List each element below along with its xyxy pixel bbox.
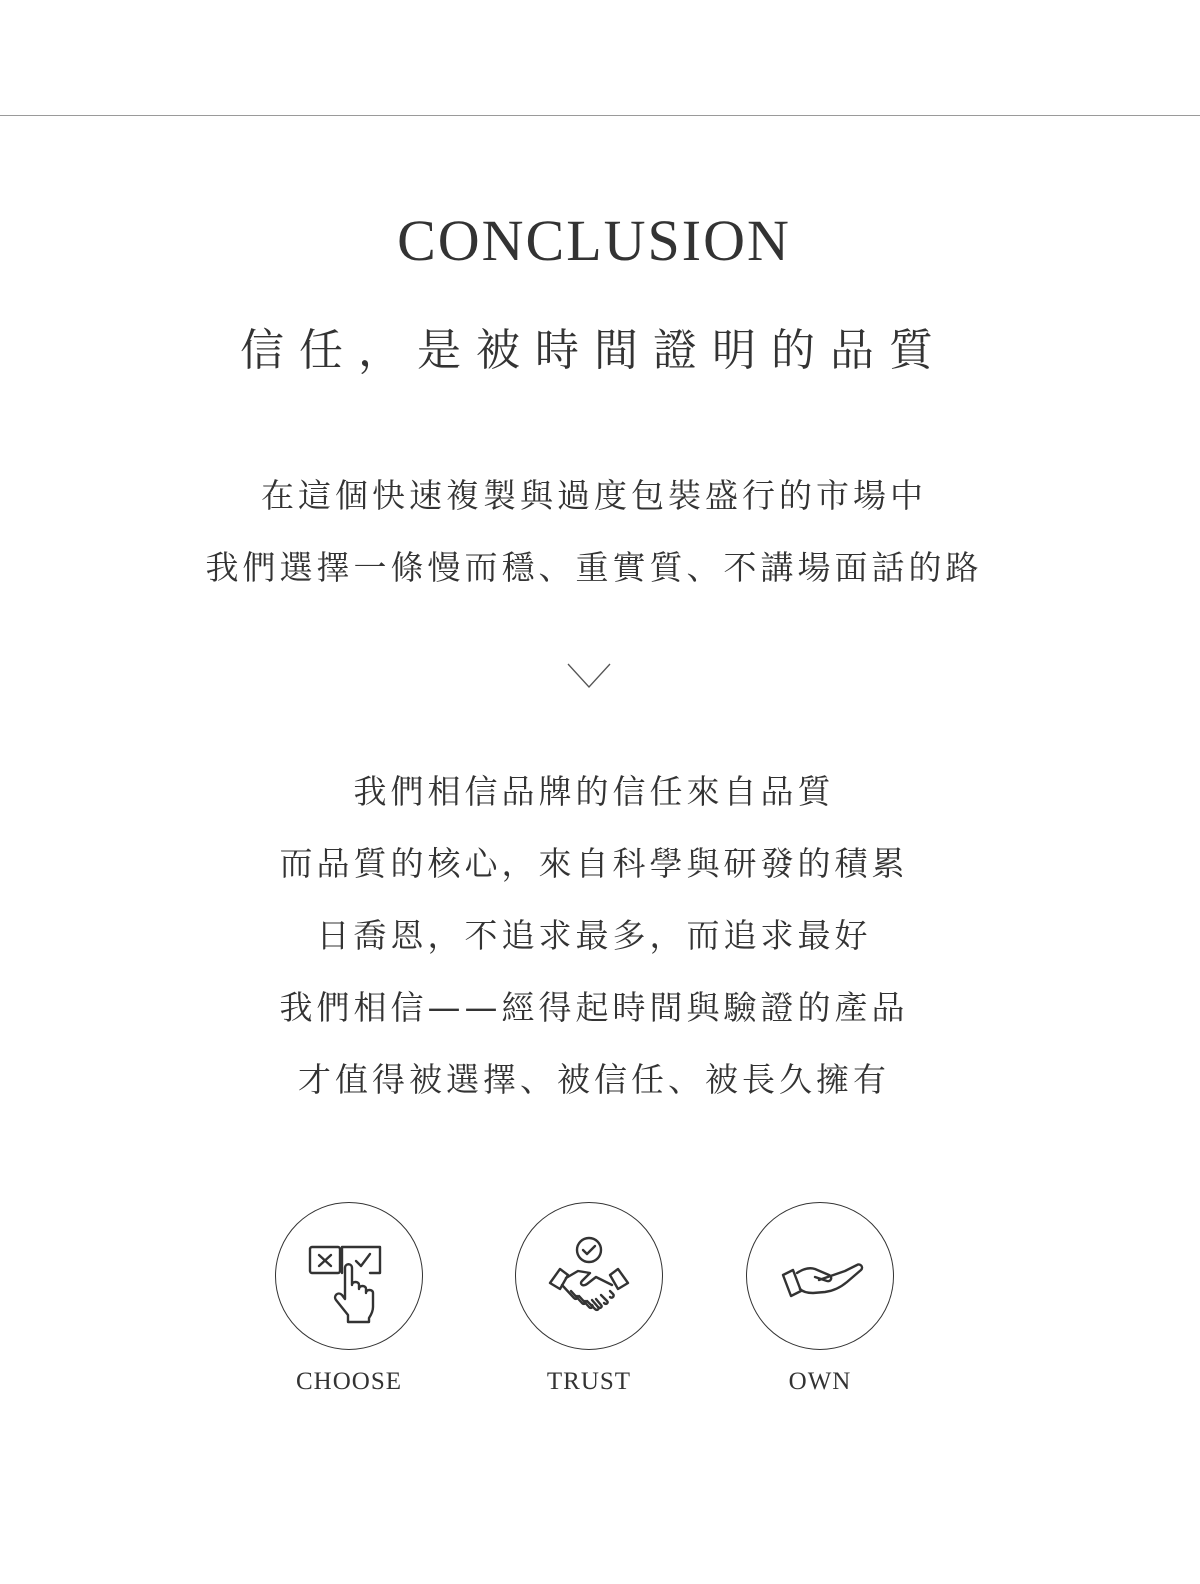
page-subtitle: 信任，是被時間證明的品質 (240, 325, 948, 376)
body-line: 我們相信品牌的信任來自品質 (353, 772, 835, 811)
intro-line: 在這個快速複製與過度包裝盛行的市場中 (261, 476, 927, 515)
body-line: 才值得被選擇、被信任、被長久擁有 (298, 1060, 890, 1099)
feature-label: CHOOSE (295, 1368, 402, 1395)
feature-label: TRUST (546, 1368, 632, 1395)
open-hand-icon (747, 1203, 893, 1349)
feature-label: OWN (788, 1368, 852, 1395)
body-paragraph (0, 766, 1188, 1126)
feature-circle (746, 1202, 894, 1350)
feature-choose (275, 1202, 423, 1395)
page-title: CONCLUSION (397, 208, 791, 273)
top-divider (0, 115, 1200, 116)
handshake-check-icon (516, 1203, 662, 1349)
hand-pointing-checkbox-icon (276, 1203, 422, 1349)
intro-paragraph (0, 470, 1188, 614)
feature-circle (275, 1202, 423, 1350)
feature-circle (515, 1202, 663, 1350)
feature-trust (515, 1202, 663, 1395)
body-line: 日喬恩，不追求最多，而追求最好 (316, 916, 872, 955)
chevron-down-icon (567, 662, 611, 690)
intro-line: 我們選擇一條慢而穩、重實質、不講場面話的路 (205, 548, 983, 587)
body-line: 而品質的核心，來自科學與研發的積累 (279, 844, 909, 883)
feature-own (746, 1202, 894, 1395)
body-line: 我們相信——經得起時間與驗證的產品 (279, 988, 909, 1027)
